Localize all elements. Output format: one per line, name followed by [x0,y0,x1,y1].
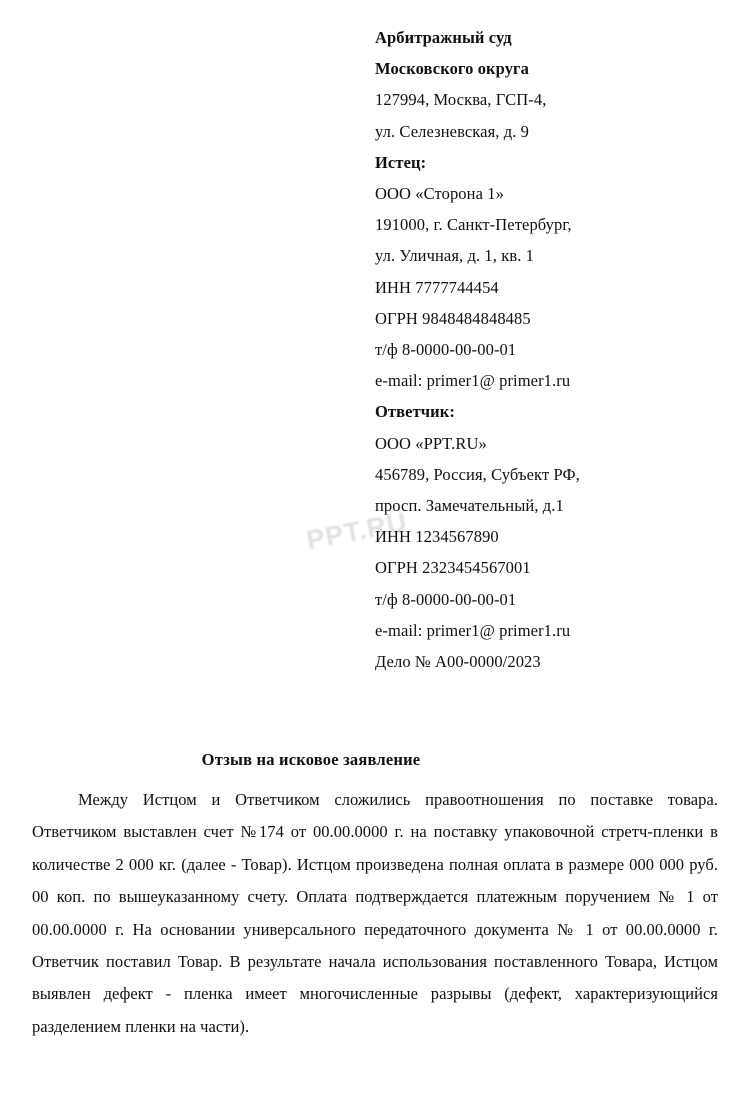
defendant-address-line-1: 456789, Россия, Субъект РФ, [375,464,580,484]
court-address-line-1: 127994, Москва, ГСП-4, [375,90,547,110]
case-number: Дело № А00-0000/2023 [375,652,541,672]
body-paragraph-1: Между Истцом и Ответчиком сложились правоотношения по поставке товара. Ответчиком выставлен счет №174 от 00.00.0000 г. на поставку упаковочной стретч-пленки в количестве 2 000 кг. (далее - Товар). Истцом произведена полная оплата в размере 000 000 руб. 00 коп. по вышеуказанному счету. Оплата подтверждается платежным поручением № 1 от 00.00.0000 г. На основании универсального передаточного документа № 1 от 00.00.0000 г. Ответчик поставил Товар. В результате начала использования поставленного Товара, Истцом выявлен дефект - пленка имеет многочисленные разрывы (дефект, характеризующийся разделением пленки на части). [32,790,718,1036]
defendant-heading: Ответчик: [375,402,455,422]
defendant-ogrn: ОГРН 2323454567001 [375,558,531,578]
plaintiff-organization: ООО «Сторона 1» [375,184,504,204]
plaintiff-inn: ИНН 7777744454 [375,277,499,297]
defendant-address-line-2: просп. Замечательный, д.1 [375,496,564,516]
plaintiff-address-line-1: 191000, г. Санкт-Петербург, [375,215,572,235]
plaintiff-address-line-2: ул. Уличная, д. 1, кв. 1 [375,246,535,266]
document-body [32,784,718,1043]
plaintiff-phone: т/ф 8-0000-00-00-01 [375,340,517,360]
plaintiff-email: e-mail: primer1@ primer1.ru [375,371,571,391]
defendant-email: e-mail: primer1@ primer1.ru [375,620,571,640]
defendant-organization: ООО «PPT.RU» [375,433,487,453]
defendant-phone: т/ф 8-0000-00-00-01 [375,589,517,609]
court-address-line-2: ул. Селезневская, д. 9 [375,121,530,141]
ppt-ru-watermark: PPT.RU [303,506,410,556]
defendant-inn: ИНН 1234567890 [375,527,499,547]
document-title: Отзыв на исковое заявление [201,750,421,769]
court-name-line-2: Московского округа [375,59,529,79]
plaintiff-ogrn: ОГРН 9848484848485 [375,308,531,328]
court-name-line-1: Арбитражный суд [375,28,512,47]
plaintiff-heading: Истец: [375,152,427,172]
addressee-block [375,22,705,677]
